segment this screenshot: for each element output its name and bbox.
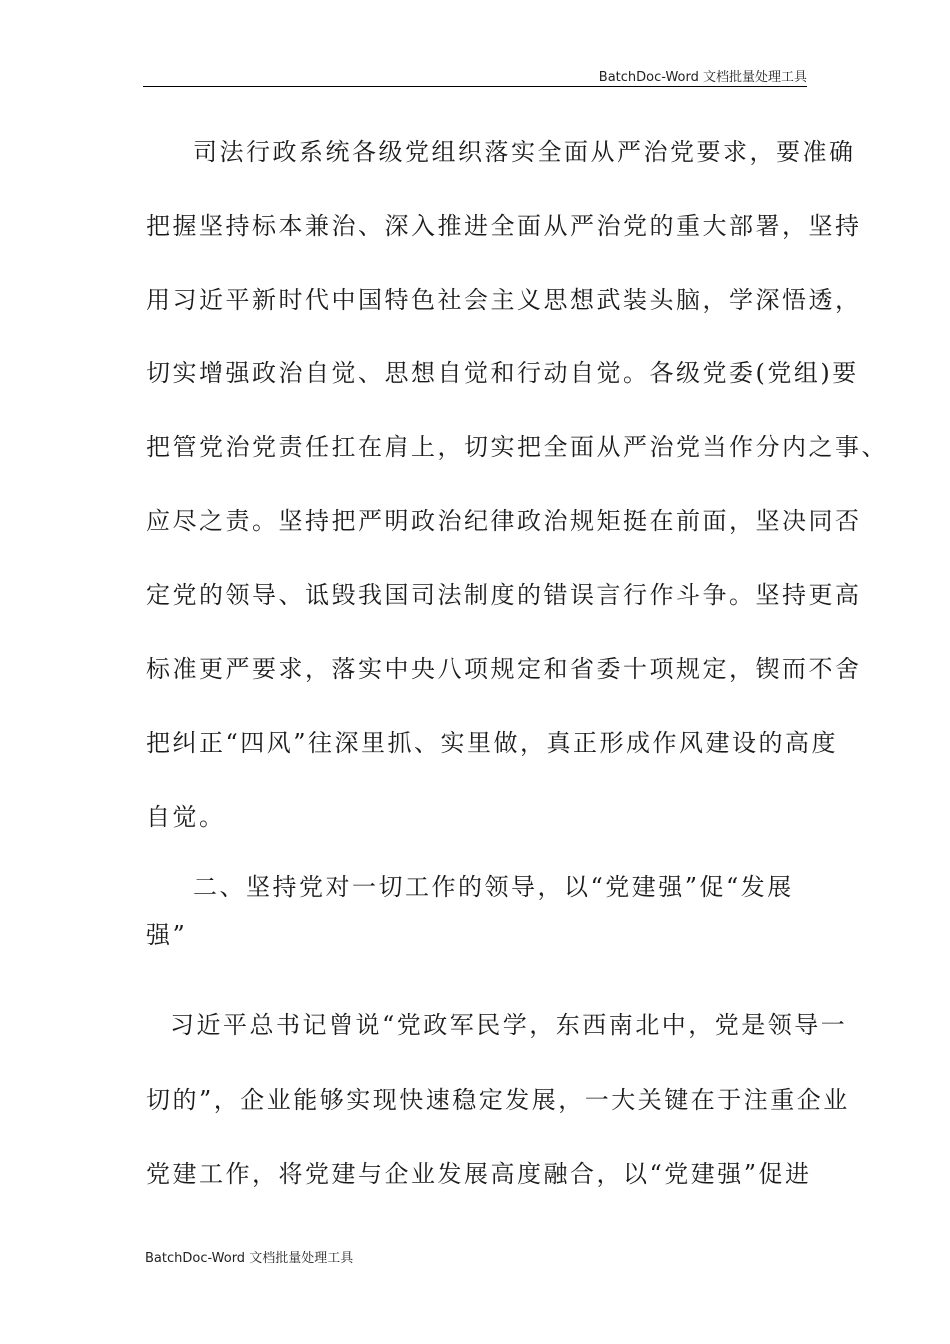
text-line: 定党的领导、诋毁我国司法制度的错误言行作斗争。坚持更高 [146,581,862,609]
header-divider [143,86,807,87]
text-line: 用习近平新时代中国特色社会主义思想武装头脑，学深悟透， [146,286,862,314]
text-line: 把纠正“四风”往深里抓、实里做，真正形成作风建设的高度 [146,729,839,757]
text-line: 司法行政系统各级党组织落实全面从严治党要求，要准确 [193,138,856,166]
text-line: 切的”，企业能够实现快速稳定发展，一大关键在于注重企业 [146,1086,850,1114]
text-line: 把握坚持标本兼治、深入推进全面从严治党的重大部署，坚持 [146,212,862,240]
page-header: BatchDoc-Word 文档批量处理工具 [598,70,807,85]
text-line: 应尽之责。坚持把严明政治纪律政治规矩挺在前面，坚决同否 [146,507,862,535]
section-heading: 二、坚持党对一切工作的领导，以“党建强”促“发展 [193,873,794,901]
text-line: 切实增强政治自觉、思想自觉和行动自觉。各级党委(党组)要 [146,359,859,387]
text-line: 标准更严要求，落实中央八项规定和省委十项规定，锲而不舍 [146,655,862,683]
section-heading-continued: 强” [146,921,188,949]
text-line: 党建工作，将党建与企业发展高度融合，以“党建强”促进 [146,1160,812,1188]
text-line: 把管党治党责任扛在肩上，切实把全面从严治党当作分内之事、 [146,433,888,461]
text-line: 习近平总书记曾说“党政军民学，东西南北中，党是领导一 [170,1011,848,1039]
text-line: 自觉。 [146,803,226,831]
page-footer: BatchDoc-Word 文档批量处理工具 [145,1251,354,1266]
